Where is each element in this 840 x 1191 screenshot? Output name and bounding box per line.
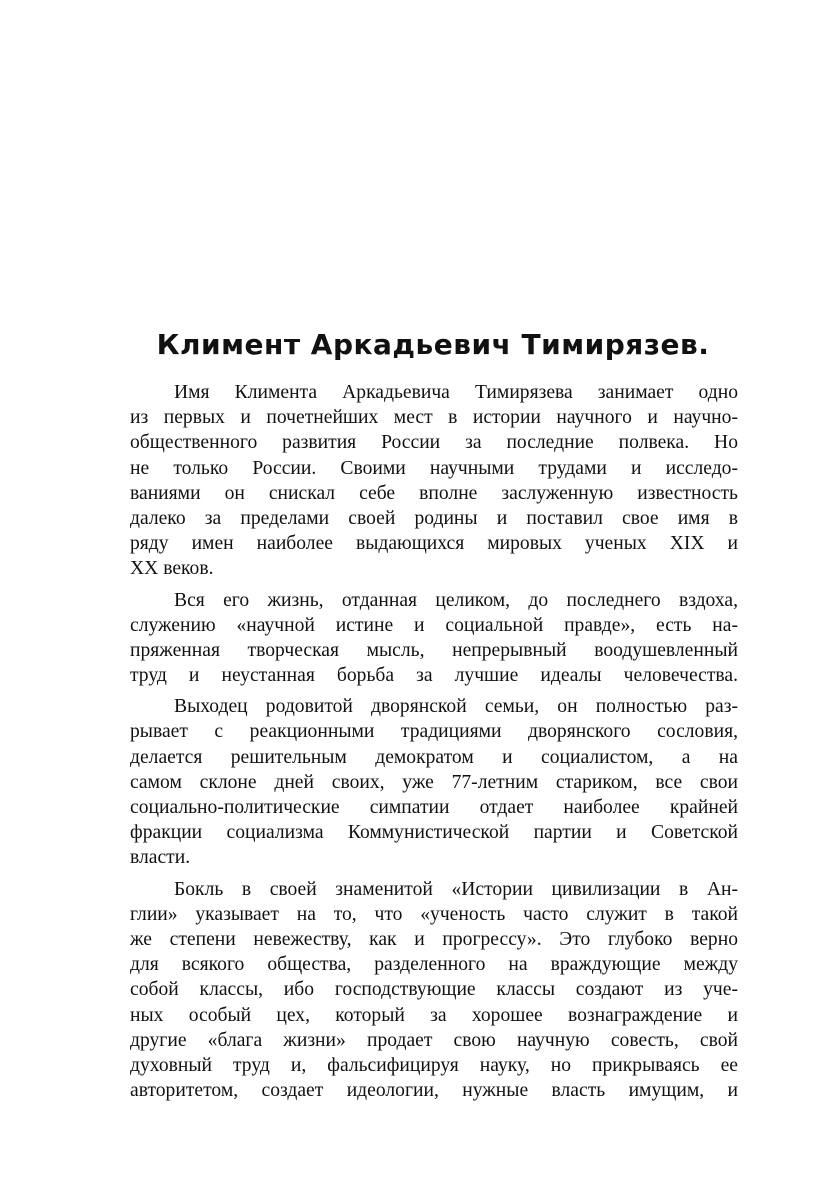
- text-line: труд и неустанная борьба за лучшие идеалы человечества.: [130, 665, 738, 687]
- text-line: для всякого общества, разделенного на враждующие между: [130, 954, 738, 976]
- text-line: ваниями он снискал себе вполне заслуженную известность: [130, 482, 738, 504]
- text-line: XX веков.: [130, 558, 214, 580]
- text-line: Имя Климента Аркадьевича Тимирязева занимает одно: [174, 382, 738, 403]
- body-text: [130, 380, 738, 1103]
- text-line: служению «научной истине и социальной правде», есть на-: [130, 614, 738, 636]
- text-line: самом склоне дней своих, уже 77-летним стариком, все свои: [130, 771, 738, 793]
- text-line: Вся его жизнь, отданная целиком, до последнего вздоха,: [174, 589, 738, 611]
- paragraph-1: [130, 380, 738, 582]
- text-line: собой классы, ибо господствующие классы создают из уче-: [130, 979, 738, 1001]
- text-line: Бокль в своей знаменитой «Истории цивилизации в Ан-: [174, 878, 738, 900]
- text-line: же степени невежеству, как и прогрессу». Это глубоко верно: [130, 928, 738, 950]
- text-line: далеко за пределами своей родины и поставил свое имя в: [130, 507, 738, 529]
- text-line: духовный труд и, фальсифицируя науку, но прикрываясь ее: [130, 1054, 738, 1076]
- text-line: ных особый цех, который за хорошее вознаграждение и: [130, 1004, 738, 1026]
- text-line: из первых и почетнейших мест в истории научного и научно-: [130, 407, 738, 429]
- paragraph-2: [130, 588, 738, 689]
- text-line: рывает с реакционными традициями дворянского сословия,: [130, 721, 738, 743]
- page-title: Климент Аркадьевич Тимирязев.: [156, 328, 710, 361]
- text-line: власти.: [130, 847, 191, 869]
- paragraph-3: [130, 694, 738, 870]
- text-line: авторитетом, создает идеологии, нужные власть имущим, и: [130, 1080, 738, 1102]
- text-line: общественного развития России за последние полвека. Но: [130, 432, 738, 454]
- text-line: делается решительным демократом и социалистом, а на: [130, 746, 738, 768]
- text-line: другие «блага жизни» продает свою научную совесть, свой: [130, 1029, 738, 1051]
- text-line: пряженная творческая мысль, непрерывный воодушевленный: [130, 639, 738, 661]
- text-line: Выходец родовитой дворянской семьи, он полностью раз-: [174, 696, 738, 718]
- text-line: ряду имен наиболее выдающихся мировых ученых XIX и: [130, 533, 738, 555]
- text-line: фракции социализма Коммунистической партии и Советской: [130, 822, 738, 844]
- paragraph-4: [130, 877, 738, 1104]
- text-line: глии» указывает на то, что «ученость часто служит в такой: [130, 903, 738, 925]
- text-line: социально-политические симпатии отдает наиболее крайней: [130, 797, 738, 818]
- text-line: не только России. Своими научными трудами и исследо-: [130, 457, 738, 479]
